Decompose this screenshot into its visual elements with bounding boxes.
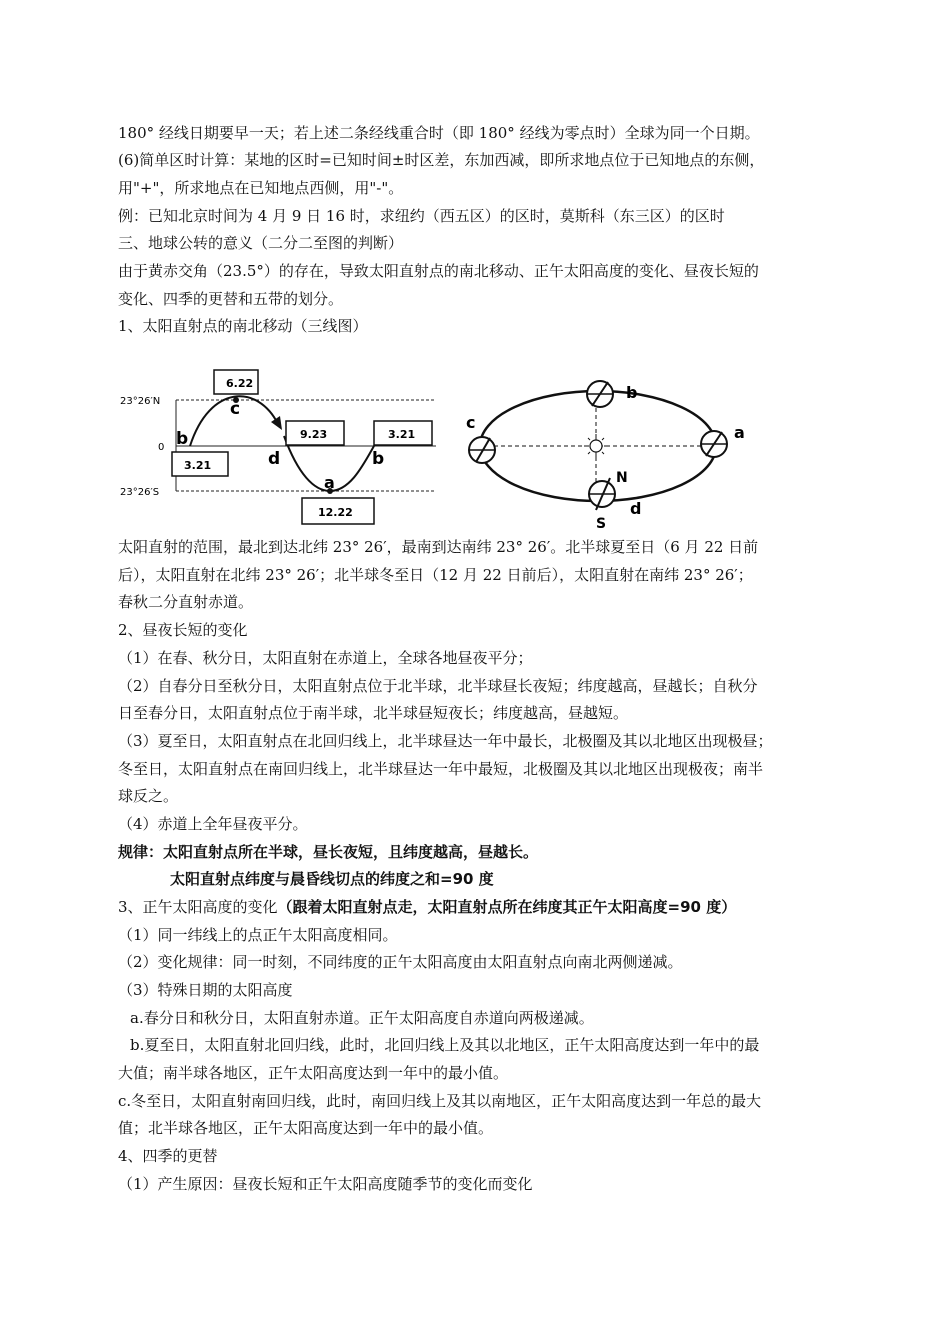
earth-icon-b bbox=[587, 381, 613, 407]
text-line: （1）同一纬线上的点正午太阳高度相同。 bbox=[118, 926, 398, 944]
text-line: 球反之。 bbox=[118, 787, 179, 805]
text-line: 例：已知北京时间为 4 月 9 日 16 时，求纽约（西五区）的区时，莫斯科（东三区）的区时 bbox=[118, 207, 725, 225]
rule-text: 太阳直射点纬度与晨昏线切点的纬度之和=90 度 bbox=[170, 870, 494, 888]
text-line: 变化、四季的更替和五带的划分。 bbox=[118, 290, 344, 308]
text-line: 日至春分日，太阳直射点位于南半球，北半球昼短夜长；纬度越高，昼越短。 bbox=[118, 704, 629, 722]
point-label: a bbox=[324, 473, 335, 492]
orbit-label: d bbox=[630, 499, 642, 518]
date-label: 9.23 bbox=[300, 428, 328, 441]
heading-bold-tail: （跟着太阳直射点走，太阳直射点所在纬度其正午太阳高度=90 度） bbox=[277, 898, 737, 916]
south-pole-label: S bbox=[596, 516, 607, 530]
text-line: b.夏至日，太阳直射北回归线，此时，北回归线上及其以北地区，正午太阳高度达到一年中的最 bbox=[130, 1036, 760, 1054]
text-line: c.冬至日，太阳直射南回归线，此时，南回归线上及其以南地区，正午太阳高度达到一年总的最大 bbox=[118, 1092, 762, 1110]
lat-zero-label: 0 bbox=[158, 442, 165, 453]
point-label: b bbox=[372, 449, 385, 469]
text-line: （2）变化规律：同一时刻，不同纬度的正午太阳高度由太阳直射点向南北两侧递减。 bbox=[118, 953, 683, 971]
subsection-heading bbox=[118, 897, 736, 917]
earth-icon-d bbox=[589, 478, 615, 510]
figure-sun-direct-point bbox=[118, 364, 778, 530]
text-line: 春秋二分直射赤道。 bbox=[118, 593, 254, 611]
section-heading: 三、地球公转的意义（二分二至图的判断） bbox=[118, 234, 404, 252]
text-line: 180° 经线日期要早一天；若上述二条经线重合时（即 180° 经线为零点时）全球为同一个日期。 bbox=[118, 124, 760, 142]
text-line: （3）夏至日，太阳直射点在北回归线上，北半球昼达一年中最长，北极圈及其以北地区出现极昼； bbox=[118, 732, 773, 750]
subsection-heading: 1、太阳直射点的南北移动（三线图） bbox=[118, 317, 368, 335]
point-label: b bbox=[176, 429, 189, 449]
date-label: 6.22 bbox=[226, 377, 254, 390]
text-line: （2）自春分日至秋分日，太阳直射点位于北半球，北半球昼长夜短；纬度越高，昼越长；自秋分 bbox=[118, 677, 758, 695]
text-line: (6)简单区时计算：某地的区时=已知时间±时区差，东加西减，即所求地点位于已知地点的东侧， bbox=[118, 151, 765, 169]
text-line: 冬至日，太阳直射点在南回归线上，北半球昼达一年中最短，北极圈及其以北地区出现极夜；南半 bbox=[118, 760, 764, 778]
text-line: （1）产生原因：昼夜长短和正午太阳高度随季节的变化而变化 bbox=[118, 1175, 533, 1193]
three-line-diagram bbox=[120, 370, 436, 524]
orbit-diagram bbox=[466, 381, 745, 530]
rule-text: 规律：太阳直射点所在半球，昼长夜短，且纬度越高，昼越长。 bbox=[118, 843, 539, 861]
text-line: 用"+"，所求地点在已知地点西侧，用"-"。 bbox=[118, 179, 404, 197]
subsection-heading: 2、昼夜长短的变化 bbox=[118, 621, 248, 639]
north-pole-label: N bbox=[616, 470, 628, 486]
earth-icon-a bbox=[701, 431, 727, 457]
text-line: 由于黄赤交角（23.5°）的存在，导致太阳直射点的南北移动、正午太阳高度的变化、昼夜长短的 bbox=[118, 262, 759, 280]
earth-icon-c bbox=[469, 437, 495, 463]
text-line: （3）特殊日期的太阳高度 bbox=[118, 981, 293, 999]
orbit-label: b bbox=[626, 383, 638, 402]
text-line: 值；北半球各地区，正午太阳高度达到一年中的最小值。 bbox=[118, 1119, 494, 1137]
arrow-icon bbox=[271, 416, 282, 430]
text-line: 太阳直射的范围，最北到达北纬 23° 26′，最南到达南纬 23° 26′。北半球夏至日（6 月 22 日前 bbox=[118, 538, 759, 556]
point-label: d bbox=[268, 449, 281, 469]
sun-icon bbox=[584, 434, 608, 458]
text-line: 大值；南半球各地区，正午太阳高度达到一年中的最小值。 bbox=[118, 1064, 509, 1082]
text-line: 后），太阳直射在北纬 23° 26′；北半球冬至日（12 月 22 日前后），太阳直射在南纬 23° 26′； bbox=[118, 566, 753, 584]
text-line: （4）赤道上全年昼夜平分。 bbox=[118, 815, 308, 833]
subsection-heading: 4、四季的更替 bbox=[118, 1147, 218, 1165]
date-label: 3.21 bbox=[184, 459, 212, 472]
point-label: c bbox=[230, 399, 241, 419]
text-line: （1）在春、秋分日，太阳直射在赤道上，全球各地昼夜平分； bbox=[118, 649, 533, 667]
heading-text: 3、正午太阳高度的变化 bbox=[118, 898, 278, 916]
orbit-label: c bbox=[466, 413, 476, 432]
text-line: a.春分日和秋分日，太阳直射赤道。正午太阳高度自赤道向两极递减。 bbox=[130, 1009, 594, 1027]
lat-south-label: 23°26′S bbox=[120, 487, 160, 498]
lat-north-label: 23°26′N bbox=[120, 396, 161, 407]
orbit-label: a bbox=[734, 423, 745, 442]
date-label: 12.22 bbox=[318, 506, 353, 519]
date-label: 3.21 bbox=[388, 428, 416, 441]
